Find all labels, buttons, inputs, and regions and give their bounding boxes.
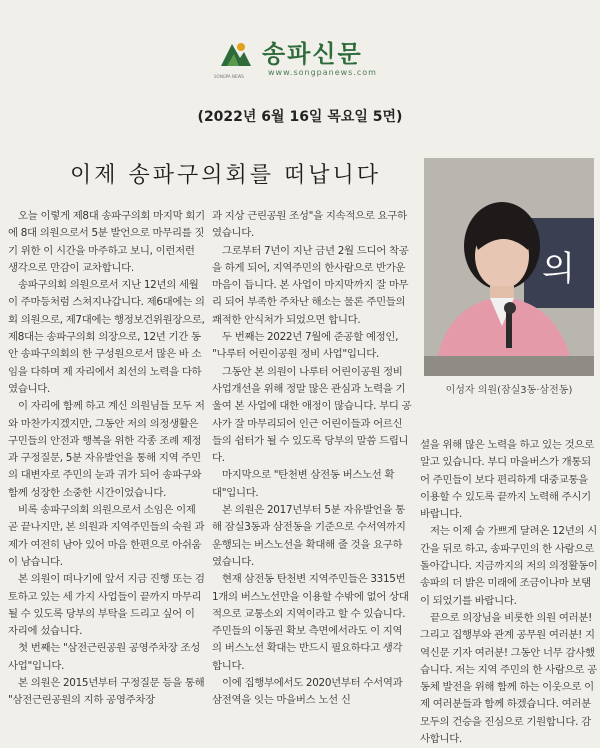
portrait-image [424,158,594,376]
paragraph: 송파구의회 의원으로서 지난 12년의 세월이 주마등처럼 스쳐지나갑니다. 제6대에는 의회 의원으로, 제7대에는 행정보건위원장으로, 제8대는 송파구의회 의장으로, 12년 기간 동안 송파구의회의 한 구성원으로서 많은 바 소임을 다하며 제 자리에서 최선의 노력을 다하였습니다. [8,279,205,395]
paragraph: 첫 번째는 "삼전근린공원 공영주차장 조성사업"입니다. [8,642,201,672]
councillor-photo [424,158,594,376]
paragraph: 본 의원이 떠나기에 앞서 지금 진행 또는 검토하고 있는 세 가지 사업들이 끝까지 마무리 될 수 있도록 당부의 부탁을 드리고 싶어 이 자리에 섰습니다. [8,573,205,638]
article-column-3 [420,437,598,748]
paragraph: 이에 집행부에서도 2020년부터 수서역과 삼전역을 잇는 마을버스 노선 신 [212,677,403,707]
paragraph: 오늘 이렇게 제8대 송파구의회 마지막 회기에 8대 의원으로서 5분 발언으로 마무리를 짓기 위한 이 시간을 마주하고 보니, 이런저런 생각으로 만감이 교차합니다. [8,210,205,274]
masthead-tagline: SONGPA NEWS [214,74,244,79]
dateline: (2022년 6월 16일 목요일 5면) [197,109,403,125]
paragraph: 본 의원은 2017년부터 5분 자유발언을 통해 잠실3동과 삼전동을 기준으로 수서역까지 운행되는 버스노선을 확대해 줄 것을 요구하였습니다. [212,504,406,568]
article-column-1 [8,208,206,710]
article-headline: 이제 송파구의회를 떠납니다 [70,163,382,188]
paragraph: 본 의원은 2015년부터 구정질문 등을 통해 "삼전근린공원의 지하 공영주차장 [8,677,205,707]
paragraph: 그동안 본 의원이 나루터 어린이공원 정비 사업개선을 위해 정말 많은 관심과 노력을 기울여 본 사업에 대한 애정이 많습니다. 부디 공사가 잘 마무리되어 인근 어린이들과 어르신들의 쉼터가 될 수 있도록 당부의 말씀 드립니다. [212,365,412,465]
paragraph: 마지막으로 "탄천변 삼전동 버스노선 확대"입니다. [212,469,395,499]
article-column-2 [212,208,412,710]
masthead-name: 송파신문 [262,40,363,68]
paragraph: 설을 위해 많은 노력을 하고 있는 것으로 알고 있습니다. 부디 마을버스가 개통되어 주민들이 보다 편리하게 대중교통을 이용할 수 있도록 끝까지 노력해 주시기 바랍니다. [420,439,594,521]
paragraph: 현재 삼전동 탄천변 지역주민들은 3315번 1개의 버스노선만을 이용할 수밖에 없어 상대적으로 교통소외 지역이라고 할 수 있습니다. 주민들의 이동권 확보 측면에서라도 이 지역의 버스노선 확대는 반드시 필요하다고 생각합니다. [212,573,409,672]
photo-caption: 이성자 의원(잠실3동·삼전동) [445,385,573,396]
emblem-icon [218,36,252,70]
masthead-url: www.songpanews.com [268,68,377,77]
paragraph: 두 번째는 2022년 7월에 준공할 예정인, "나루터 어린이공원 정비 사업"입니다. [212,331,399,361]
paragraph: 과 지상 근린공원 조성"을 지속적으로 요구하였습니다. [212,210,407,240]
paragraph: 비록 송파구의회 의원으로서 소임은 이제 곧 끝나지만, 본 의원과 지역주민들의 숙원 과제가 여전히 남아 있어 마음 한편으로 아쉬움이 남습니다. [8,504,205,568]
paragraph: 이 자리에 함께 하고 계신 의원님들 모두 저와 마찬가지겠지만, 그동안 저의 의정생활은 구민들의 안전과 행복을 위한 각종 조례 제정과 구정질문, 5분 자유발언을 통해 지역 주민의 대변자로 주민의 눈과 귀가 되어 송파구와 함께 성장한 소중한 시간이었습니다. [8,400,205,499]
newspaper-logo [214,30,394,86]
paragraph: 저는 이제 숨 가쁘게 달려온 12년의 시간을 뒤로 하고, 송파구민의 한 사람으로 돌아갑니다. 지금까지의 저의 의정활동이 송파의 더 밝은 미래에 조금이나마 보탬이 되었기를 바랍니다. [420,525,598,607]
backdrop-text: 의 [542,249,575,289]
paragraph: 끝으로 의장님을 비롯한 의원 여러분! 그리고 집행부와 관계 공무원 여러분! 지역신문 기자 여러분! 그동안 너무 감사했습니다. 저는 지역 주민의 한 사람으로 공동체 발전을 위해 함께 하는 이웃으로 이제 여러분들과 함께 하겠습니다. 여러분 모두의 건승을 진심으로 기원합니다. 감사합니다. [420,611,597,746]
paragraph: 그로부터 7년이 지난 금년 2월 드디어 착공을 하게 되어, 지역주민의 한사람으로 반가운 마음이 듭니다. 본 사업이 마지막까지 잘 마무리 되어 부족한 주차난 해소는 물론 주민들의 쾌적한 안식처가 되었으면 합니다. [212,244,409,326]
